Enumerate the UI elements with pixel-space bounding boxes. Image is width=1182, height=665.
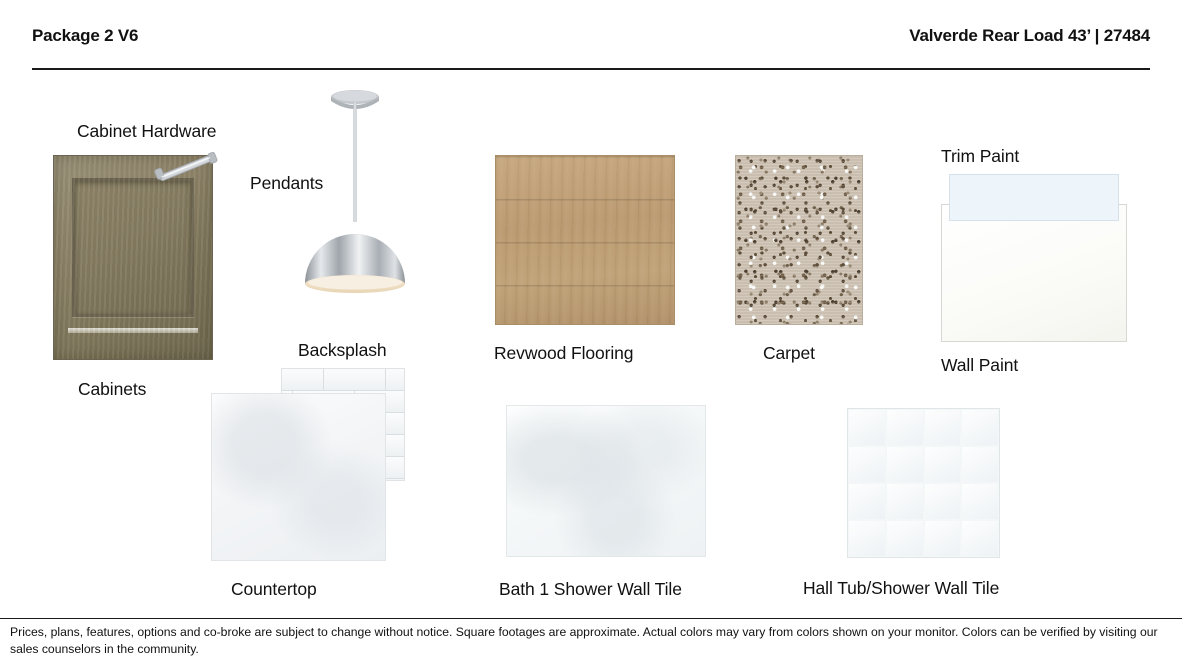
label-trim-paint: Trim Paint bbox=[941, 146, 1020, 166]
page-title: Package 2 V6 bbox=[32, 26, 139, 45]
swatch-hall-tub-shower-wall-tile bbox=[847, 408, 1000, 558]
tile-cell bbox=[849, 447, 885, 482]
tile-cell bbox=[887, 410, 923, 445]
label-countertop: Countertop bbox=[231, 579, 317, 599]
footer-disclaimer: Prices, plans, features, options and co-broke are subject to change without notice. Square footages are approximate. Actual colors may vary from colors shown on your monitor. Colors can be verified by visiting our sales counselors in the community. bbox=[10, 625, 1158, 657]
tile-cell bbox=[925, 521, 961, 556]
tile-cell bbox=[849, 484, 885, 519]
swatch-revwood-flooring bbox=[495, 155, 675, 325]
community-title: Valverde Rear Load 43’ | 27484 bbox=[909, 26, 1150, 45]
label-carpet: Carpet bbox=[763, 343, 815, 363]
tile-cell bbox=[849, 410, 885, 445]
tile-cell bbox=[887, 447, 923, 482]
footer-divider bbox=[0, 618, 1182, 619]
tile-cell bbox=[925, 410, 961, 445]
swatch-trim-paint bbox=[949, 174, 1119, 221]
label-hall-tub-shower-wall-tile: Hall Tub/Shower Wall Tile bbox=[803, 578, 1000, 598]
swatch-wall-paint bbox=[941, 204, 1127, 342]
swatch-bath1-shower-wall-tile bbox=[506, 405, 706, 557]
swatch-carpet bbox=[735, 155, 863, 325]
cabinet-hardware-pull-icon bbox=[150, 145, 222, 187]
tile-cell bbox=[962, 484, 998, 519]
tile-cell bbox=[849, 521, 885, 556]
cabinet-door-panel bbox=[72, 178, 194, 317]
tile-cell bbox=[925, 484, 961, 519]
label-pendants: Pendants bbox=[250, 173, 324, 193]
label-bath1-shower-wall-tile: Bath 1 Shower Wall Tile bbox=[499, 579, 682, 599]
tile-cell bbox=[925, 447, 961, 482]
label-cabinets: Cabinets bbox=[78, 379, 147, 399]
label-backsplash: Backsplash bbox=[298, 340, 387, 360]
swatch-countertop bbox=[211, 393, 386, 561]
cabinet-door-lip bbox=[68, 328, 198, 333]
swatch-pendants bbox=[295, 88, 415, 303]
tile-cell bbox=[887, 521, 923, 556]
label-cabinet-hardware: Cabinet Hardware bbox=[77, 121, 217, 141]
label-wall-paint: Wall Paint bbox=[941, 355, 1019, 375]
header bbox=[32, 26, 1150, 70]
tile-cell bbox=[962, 410, 998, 445]
tile-cell bbox=[962, 447, 998, 482]
tile-cell bbox=[887, 484, 923, 519]
label-revwood-flooring: Revwood Flooring bbox=[494, 343, 634, 363]
tile-cell bbox=[962, 521, 998, 556]
